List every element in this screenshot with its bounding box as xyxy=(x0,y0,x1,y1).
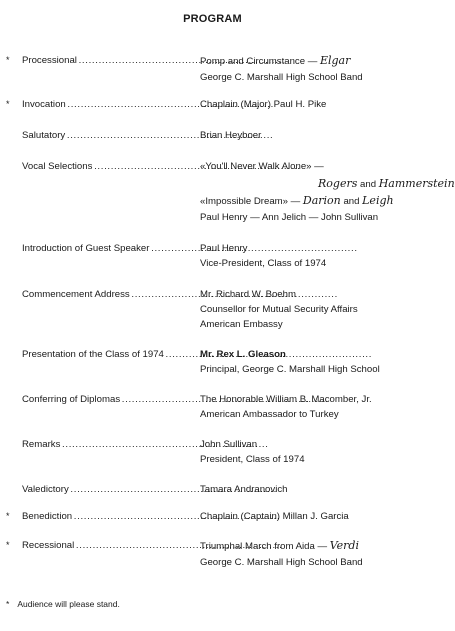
composer-signature: Leigh xyxy=(362,194,394,207)
stand-marker: * xyxy=(6,99,10,109)
stand-marker: * xyxy=(6,540,10,550)
footnote-marker: * xyxy=(6,599,10,609)
item-label: Introduction of Guest Speaker . . . xyxy=(22,241,200,256)
item-detail: Vice-President, Class of 1974 xyxy=(200,258,327,269)
page-title: PROGRAM xyxy=(183,13,242,25)
stand-marker: * xyxy=(6,511,10,521)
item-detail: Tamara Andranovich xyxy=(200,484,288,495)
item-label: Commencement Address . . . xyxy=(22,287,200,302)
item-label: Conferring of Diplomas . . . xyxy=(22,392,200,407)
composer-signature: Hammerstein xyxy=(378,177,455,190)
item-detail: «Impossible Dream» — xyxy=(200,196,303,207)
stand-marker: * xyxy=(6,55,10,65)
item-detail: Chaplain (Major) Paul H. Pike xyxy=(200,99,327,110)
item-label: Valedictory . . . xyxy=(22,482,200,497)
item-label: Presentation of the Class of 1974 . . . xyxy=(22,347,200,362)
item-label: Benediction . . . xyxy=(22,509,200,524)
item-detail: and xyxy=(357,179,379,190)
item-detail: «You'll Never Walk Alone» — xyxy=(200,161,324,172)
item-detail: Mr. Richard W. Boehm xyxy=(200,289,296,300)
composer-signature: Elgar xyxy=(319,54,351,67)
composer-signature: Darion xyxy=(302,194,341,207)
item-detail: Counsellor for Mutual Security Affairs xyxy=(200,304,358,315)
item-detail: Mr. Rex L. Gleason xyxy=(200,349,286,360)
item-detail: Principal, George C. Marshall High School xyxy=(200,364,380,375)
item-label: Vocal Selections . . . xyxy=(22,159,200,174)
item-label: Processional . . . xyxy=(22,53,200,68)
composer-signature: Rogers xyxy=(318,177,358,190)
item-label: Recessional . . . xyxy=(22,538,200,553)
item-detail: The Honorable William B. Macomber, Jr. xyxy=(200,394,372,405)
item-detail: John Sullivan xyxy=(200,439,258,450)
footnote-text: Audience will please stand. xyxy=(17,599,120,609)
item-detail: and xyxy=(340,196,363,207)
item-detail: American Ambassador to Turkey xyxy=(200,409,339,420)
item-detail: George C. Marshall High School Band xyxy=(200,72,363,83)
item-label: Salutatory . . . xyxy=(22,128,200,143)
item-detail: Paul Henry — Ann Jelich — John Sullivan xyxy=(200,212,379,223)
item-detail: Brian Heyboer xyxy=(200,130,262,141)
item-detail: Triumphal March from Aida — xyxy=(200,541,330,552)
footnote xyxy=(6,599,120,609)
item-detail: Chaplain (Captain) Millan J. Garcia xyxy=(200,511,349,522)
item-detail: Pomp and Circumstance — xyxy=(200,56,320,67)
item-detail: President, Class of 1974 xyxy=(200,454,305,465)
composer-signature: Verdi xyxy=(329,539,359,552)
item-detail: George C. Marshall High School Band xyxy=(200,557,363,568)
item-label: Remarks . . . xyxy=(22,437,200,452)
item-label: Invocation . . . xyxy=(22,97,200,112)
item-detail: American Embassy xyxy=(200,319,283,330)
item-detail: Paul Henry xyxy=(200,243,248,254)
